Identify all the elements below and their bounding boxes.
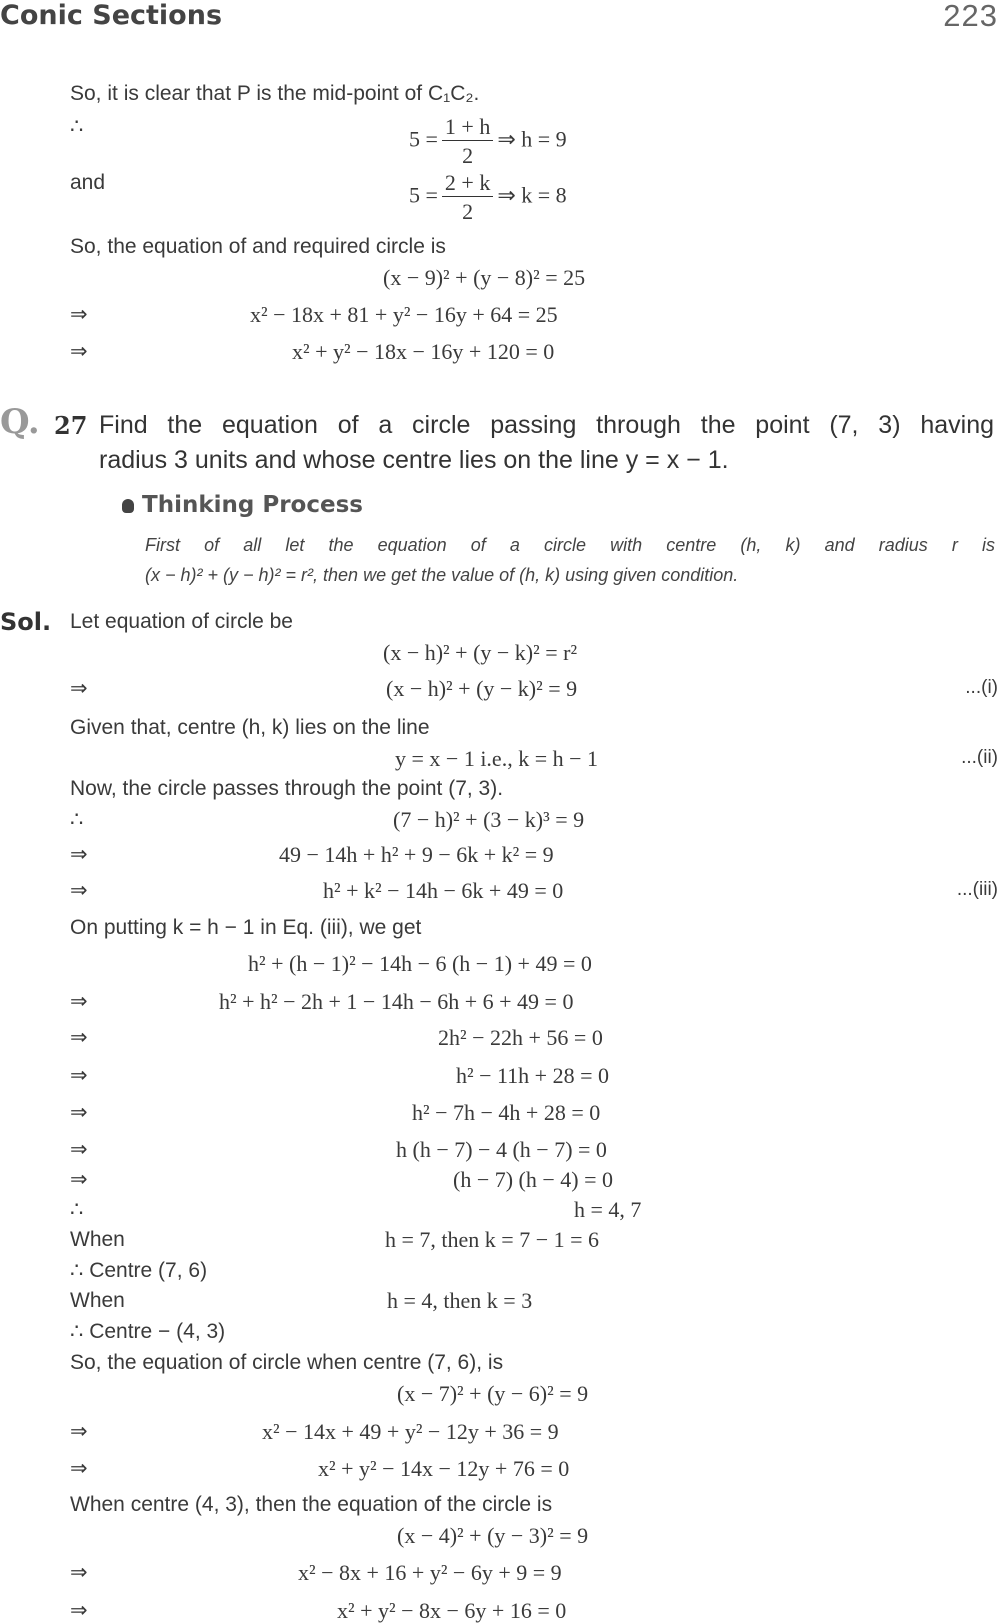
equation: h² + (h − 1)² − 14h − 6 (h − 1) + 49 = 0 <box>248 951 592 976</box>
fraction-equation <box>409 116 567 167</box>
equation: (x − 7)² + (y − 6)² = 9 <box>397 1381 589 1406</box>
chapter-title: Conic Sections <box>0 0 223 31</box>
line-label: ⇒ <box>70 1101 88 1124</box>
equation: h = 7, then k = 7 − 1 = 6 <box>385 1227 600 1252</box>
line-label: ⇒ <box>70 1599 88 1622</box>
text-line: Let equation of circle be <box>70 610 293 633</box>
line-label: When <box>70 1289 125 1312</box>
question-marker: Q. <box>0 402 40 442</box>
equation: h = 4, 7 <box>574 1197 642 1222</box>
equation: x² + y² − 14x − 12y + 76 = 0 <box>318 1456 570 1481</box>
line-label: ⇒ <box>70 1138 88 1161</box>
equation-tag: ...(i) <box>965 677 998 698</box>
fraction <box>442 172 493 223</box>
equation: 49 − 14h + h² + 9 − 6k + k² = 9 <box>279 842 554 867</box>
line-label: ⇒ <box>70 843 88 866</box>
question-text-line2: radius 3 units and whose centre lies on the line y = x − 1. <box>99 446 729 474</box>
line-label: ⇒ <box>70 1457 88 1480</box>
text-line: Now, the circle passes through the point (7, 3). <box>70 777 504 800</box>
line-label: ⇒ <box>70 1420 88 1443</box>
line-label: ⇒ <box>70 879 88 902</box>
text-line: ∴ Centre − (4, 3) <box>70 1320 226 1343</box>
fraction <box>442 116 493 167</box>
equation: (h − 7) (h − 4) = 0 <box>453 1167 614 1192</box>
text-line: So, it is clear that P is the mid-point of C₁C₂. <box>70 82 480 105</box>
line-label: When <box>70 1228 125 1251</box>
thinking-process-title: Thinking Process <box>142 492 363 518</box>
equation: (x − 4)² + (y − 3)² = 9 <box>397 1523 589 1548</box>
line-label: and <box>70 171 106 194</box>
equation: x² + y² − 18x − 16y + 120 = 0 <box>292 339 555 364</box>
equation: h² − 7h − 4h + 28 = 0 <box>412 1100 601 1125</box>
question-text-line1: Find the equation of a circle passing through the point (7, 3) having <box>99 411 994 439</box>
text-line: So, the equation of and required circle is <box>70 235 446 258</box>
thinking-text-line1: First of all let the equation of a circle with centre (h, k) and radius r is <box>145 535 995 555</box>
line-label: ⇒ <box>70 303 88 326</box>
numerator: 1 + h <box>442 116 493 141</box>
equation: (x − 9)² + (y − 8)² = 25 <box>383 265 586 290</box>
line-label: ⇒ <box>70 677 88 700</box>
equation-lhs: 5 = <box>409 126 438 152</box>
denominator: 2 <box>462 199 474 224</box>
equation: h² + h² − 2h + 1 − 14h − 6h + 6 + 49 = 0 <box>219 989 574 1014</box>
equation-tag: ...(iii) <box>956 879 998 900</box>
numerator: 2 + k <box>442 172 493 197</box>
equation: x² − 18x + 81 + y² − 16y + 64 = 25 <box>250 302 558 327</box>
equation: x² − 14x + 49 + y² − 12y + 36 = 9 <box>262 1419 559 1444</box>
equation-tag: ...(ii) <box>961 747 998 768</box>
equation: x² − 8x + 16 + y² − 6y + 9 = 9 <box>298 1560 562 1585</box>
line-label: ⇒ <box>70 990 88 1013</box>
text-line: Given that, centre (h, k) lies on the line <box>70 716 430 739</box>
denominator: 2 <box>462 143 474 168</box>
equation: 2h² − 22h + 56 = 0 <box>438 1025 603 1050</box>
equation: (7 − h)² + (3 − k)³ = 9 <box>393 807 585 832</box>
line-label: ∴ <box>70 1198 84 1221</box>
line-label: ⇒ <box>70 1026 88 1049</box>
text-line: So, the equation of circle when centre (7, 6), is <box>70 1351 504 1374</box>
line-label: ⇒ <box>70 1561 88 1584</box>
equation: h = 4, then k = 3 <box>387 1288 533 1313</box>
equation-rhs: ⇒ h = 9 <box>497 126 567 152</box>
equation: x² + y² − 8x − 6y + 16 = 0 <box>337 1598 567 1623</box>
text-line: On putting k = h − 1 in Eq. (iii), we get <box>70 916 422 939</box>
equation: (x − h)² + (y − k)² = r² <box>383 640 578 665</box>
thinking-text-line2: (x − h)² + (y − h)² = r², then we get the value of (h, k) using given condition. <box>145 565 739 585</box>
equation-rhs: ⇒ k = 8 <box>497 182 567 208</box>
text-line: When centre (4, 3), then the equation of the circle is <box>70 1493 553 1516</box>
equation-lhs: 5 = <box>409 182 438 208</box>
text-line: ∴ Centre (7, 6) <box>70 1259 208 1282</box>
page-number: 223 <box>943 0 998 33</box>
line-label: ⇒ <box>70 1168 88 1191</box>
equation: y = x − 1 i.e., k = h − 1 <box>395 746 599 771</box>
equation: (x − h)² + (y − k)² = 9 <box>386 676 578 701</box>
line-label: ⇒ <box>70 1064 88 1087</box>
line-label: ⇒ <box>70 340 88 363</box>
lightbulb-icon <box>122 499 134 513</box>
equation: h (h − 7) − 4 (h − 7) = 0 <box>396 1137 607 1162</box>
solution-marker: Sol. <box>0 608 52 636</box>
line-label: ∴ <box>70 808 84 831</box>
equation: h² − 11h + 28 = 0 <box>456 1063 610 1088</box>
line-label: ∴ <box>70 115 84 138</box>
fraction-equation <box>409 172 567 223</box>
equation: h² + k² − 14h − 6k + 49 = 0 <box>323 878 564 903</box>
question-number: 27 <box>54 411 88 440</box>
